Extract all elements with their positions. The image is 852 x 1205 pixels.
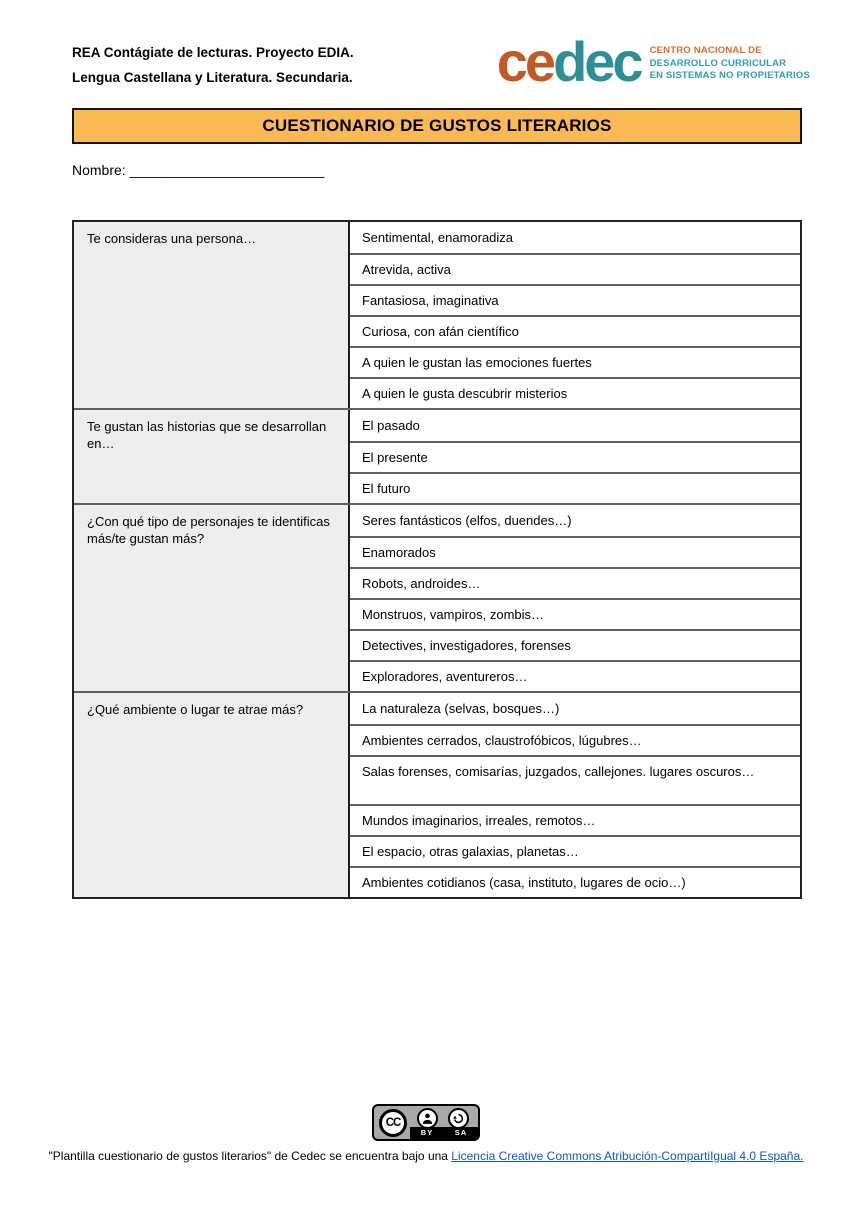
header-text-block bbox=[72, 40, 354, 90]
cc-badge-label-strip bbox=[410, 1127, 478, 1139]
cc-icon bbox=[379, 1109, 407, 1137]
option-cell: Robots, androides… bbox=[350, 567, 800, 598]
option-cell: Ambientes cerrados, claustrofóbicos, lúgubres… bbox=[350, 724, 800, 755]
option-cell: Salas forenses, comisarías, juzgados, callejones. lugares oscuros… bbox=[350, 755, 800, 804]
option-cell: A quien le gusta descubrir misterios bbox=[350, 377, 800, 408]
by-label: BY bbox=[420, 1128, 434, 1137]
option-cell: El pasado bbox=[362, 418, 420, 433]
cedec-tagline-line1: CENTRO NACIONAL DE bbox=[649, 45, 762, 57]
page-header bbox=[72, 30, 810, 93]
cedec-tagline bbox=[650, 41, 810, 83]
cedec-wordmark-dec: dec bbox=[553, 30, 641, 93]
cc-icon-text: CC bbox=[385, 1117, 401, 1129]
question-cell: Te consideras una persona… bbox=[74, 222, 350, 408]
license-statement bbox=[49, 1149, 804, 1163]
table-section bbox=[74, 503, 800, 691]
header-line-2: Lengua Castellana y Literatura. Secundaria. bbox=[72, 70, 353, 85]
page-title: CUESTIONARIO DE GUSTOS LITERARIOS bbox=[72, 108, 802, 144]
question-cell: ¿Qué ambiente o lugar te atrae más? bbox=[74, 693, 350, 897]
option-cell: Seres fantásticos (elfos, duendes…) bbox=[362, 513, 572, 528]
option-cell: Atrevida, activa bbox=[350, 253, 800, 284]
option-cell: Fantasiosa, imaginativa bbox=[350, 284, 800, 315]
question-cell: ¿Con qué tipo de personajes te identificas más/te gustan más? bbox=[74, 505, 350, 691]
cc-by-sa-badge bbox=[372, 1104, 480, 1141]
option-cell: El futuro bbox=[350, 472, 800, 503]
sa-label: SA bbox=[454, 1128, 468, 1137]
header-line-1: REA Contágiate de lecturas. Proyecto EDIA. bbox=[72, 45, 354, 60]
option-cell: Monstruos, vampiros, zombis… bbox=[350, 598, 800, 629]
cedec-logo bbox=[496, 30, 810, 93]
option-cell: Enamorados bbox=[350, 536, 800, 567]
option-cell: El espacio, otras galaxias, planetas… bbox=[350, 835, 800, 866]
license-text: "Plantilla cuestionario de gustos literarios" de Cedec se encuentra bajo una bbox=[48, 1149, 452, 1163]
option-cell: Ambientes cotidianos (casa, instituto, lugares de ocio…) bbox=[350, 866, 800, 897]
cedec-tagline-line3: EN SISTEMAS NO PROPIETARIOS bbox=[649, 70, 810, 82]
option-cell: Curiosa, con afán científico bbox=[350, 315, 800, 346]
page-footer bbox=[0, 1104, 852, 1163]
cedec-wordmark-ce: ce bbox=[496, 30, 554, 93]
option-cell: Mundos imaginarios, irreales, remotos… bbox=[350, 804, 800, 835]
option-cell: El presente bbox=[350, 441, 800, 472]
option-cell: Exploradores, aventureros… bbox=[350, 660, 800, 691]
by-person-icon bbox=[417, 1108, 438, 1129]
option-cell: A quien le gustan las emociones fuertes bbox=[350, 346, 800, 377]
cedec-wordmark bbox=[496, 30, 641, 93]
name-label: Nombre: bbox=[72, 162, 126, 178]
option-cell: La naturaleza (selvas, bosques…) bbox=[362, 701, 560, 716]
name-line bbox=[72, 162, 324, 178]
name-blank-line: _________________________ bbox=[129, 162, 325, 178]
sa-share-alike-icon bbox=[448, 1108, 469, 1129]
table-section bbox=[74, 408, 800, 503]
option-cell: Detectives, investigadores, forenses bbox=[350, 629, 800, 660]
option-cell: Sentimental, enamoradiza bbox=[362, 230, 514, 245]
cedec-tagline-line2: DESARROLLO CURRICULAR bbox=[649, 57, 787, 69]
table-section bbox=[74, 691, 800, 897]
quiz-table bbox=[72, 220, 802, 899]
table-section bbox=[74, 222, 800, 408]
question-cell: Te gustan las historias que se desarrollan en… bbox=[74, 410, 350, 503]
license-link[interactable]: Licencia Creative Commons Atribución-CompartiIgual 4.0 España. bbox=[451, 1149, 804, 1163]
